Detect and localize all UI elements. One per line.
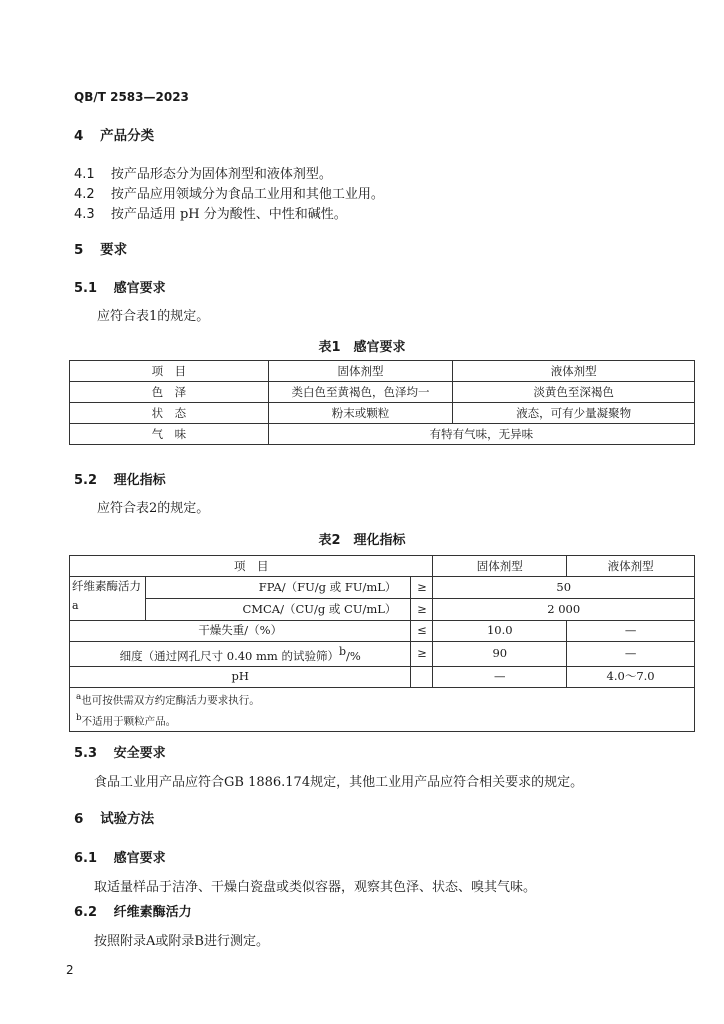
clause-number: 5.2 <box>74 473 98 488</box>
table-row <box>70 403 695 424</box>
section-5-heading <box>74 238 127 258</box>
clause-5-1-text: 应符合表1的规定。 <box>97 309 210 324</box>
table-row <box>70 641 695 666</box>
clause-text: 按产品应用领域分为食品工业用和其他工业用。 <box>110 187 384 202</box>
header-cell: 液体剂型 <box>453 361 695 382</box>
table-notes-row <box>70 687 695 731</box>
param-cell <box>70 641 411 666</box>
table-row <box>70 666 695 687</box>
param-cell: FPA/（FU/g 或 FU/mL） <box>145 577 411 599</box>
clause-5-3-heading <box>74 742 166 761</box>
header-cell: 液体剂型 <box>567 556 695 577</box>
table2-caption: 表2 理化指标 <box>318 533 406 548</box>
clause-number: 4.3 <box>74 207 95 222</box>
group-label: 纤维素酶活力 <box>72 579 141 593</box>
clause-5-2-heading <box>74 469 166 488</box>
clause-title: 理化指标 <box>113 473 166 488</box>
solid-cell: 10.0 <box>433 620 567 641</box>
solid-cell: 类白色至黄褐色，色泽均一 <box>268 382 453 403</box>
table-row <box>70 382 695 403</box>
param-cell: pH <box>70 666 411 687</box>
merged-cell: 2 000 <box>433 598 695 620</box>
table-note: $^b$不适用于颗粒产品。 <box>76 713 177 728</box>
clause-5-2-text: 应符合表2的规定。 <box>97 501 210 516</box>
clause-text: 按产品形态分为固体剂型和液体剂型。 <box>110 167 332 182</box>
notes-cell <box>70 687 695 731</box>
solid-cell: 粉末或颗粒 <box>268 403 453 424</box>
clause-number: 5.3 <box>74 746 98 761</box>
section-4-heading <box>74 124 154 144</box>
table-row <box>70 577 695 599</box>
header-cell: 固体剂型 <box>268 361 453 382</box>
clause-text: 按产品适用 pH 分为酸性、中性和碱性。 <box>110 207 347 222</box>
table-row <box>70 620 695 641</box>
operator-cell: ≥ <box>411 577 433 599</box>
clause-6-1-text: 取适量样品于洁净、干燥白瓷盘或类似容器，观察其色泽、状态、嗅其气味。 <box>94 880 537 895</box>
param-cell: 干燥失重/（%） <box>70 620 411 641</box>
section-number: 6 <box>74 811 84 827</box>
clause-4-2 <box>74 183 384 202</box>
section-6-heading <box>74 807 154 827</box>
section-title: 要求 <box>100 242 128 258</box>
table1 <box>69 360 695 445</box>
clause-title: 感官要求 <box>113 851 166 866</box>
clause-6-1-heading <box>74 847 166 866</box>
clause-title: 感官要求 <box>113 281 166 296</box>
section-number: 4 <box>74 128 84 144</box>
liquid-cell: 4.0～7.0 <box>567 666 695 687</box>
item-cell: 状 态 <box>70 403 269 424</box>
table-header-row <box>70 361 695 382</box>
item-cell: 色 泽 <box>70 382 269 403</box>
clause-6-2-text: 按照附录A或附录B进行测定。 <box>94 934 269 949</box>
item-cell: 气 味 <box>70 424 269 445</box>
liquid-cell: — <box>567 641 695 666</box>
liquid-cell: — <box>567 620 695 641</box>
header-cell: 项 目 <box>70 361 269 382</box>
operator-cell: ≤ <box>411 620 433 641</box>
clause-6-2-heading <box>74 901 192 920</box>
table1-caption: 表1 感官要求 <box>318 340 406 355</box>
clause-number: 4.1 <box>74 167 95 182</box>
merged-cell: 50 <box>433 577 695 599</box>
section-title: 产品分类 <box>100 128 155 144</box>
liquid-cell: 液态，可有少量凝聚物 <box>453 403 695 424</box>
param-unit: /% <box>346 648 361 663</box>
param-name: 细度（通过网孔尺寸 0.40 mm 的试验筛） <box>119 648 339 663</box>
header-cell: 项 目 <box>70 556 433 577</box>
clause-number: 6.2 <box>74 905 98 920</box>
clause-title: 安全要求 <box>113 746 166 761</box>
operator-cell: ≥ <box>411 641 433 666</box>
clause-number: 5.1 <box>74 281 98 296</box>
operator-cell <box>411 666 433 687</box>
group-label-cell <box>70 577 146 621</box>
clause-title: 纤维素酶活力 <box>113 905 192 920</box>
header-cell: 固体剂型 <box>433 556 567 577</box>
clause-5-1-heading <box>74 277 166 296</box>
param-cell: CMCA/（CU/g 或 CU/mL） <box>145 598 411 620</box>
merged-cell: 有特有气味，无异味 <box>268 424 694 445</box>
table-header-row <box>70 556 695 577</box>
clause-4-3 <box>74 203 347 222</box>
clause-5-3-text: 食品工业用产品应符合GB 1886.174规定，其他工业用产品应符合相关要求的规定。 <box>94 775 584 790</box>
clause-number: 4.2 <box>74 187 95 202</box>
table-note: $^a$也可按供需双方约定酶活力要求执行。 <box>76 691 260 707</box>
solid-cell: 90 <box>433 641 567 666</box>
section-number: 5 <box>74 242 84 258</box>
footnote-marker: b <box>338 644 347 658</box>
table2 <box>69 555 695 732</box>
table-row <box>70 424 695 445</box>
footnote-marker: a <box>72 599 79 612</box>
page-number: 2 <box>66 963 74 977</box>
section-title: 试验方法 <box>100 811 155 827</box>
clause-4-1 <box>74 163 332 182</box>
table-row <box>70 598 695 620</box>
clause-number: 6.1 <box>74 851 98 866</box>
document-code: QB/T 2583—2023 <box>74 90 189 104</box>
liquid-cell: 淡黄色至深褐色 <box>453 382 695 403</box>
operator-cell: ≥ <box>411 598 433 620</box>
solid-cell: — <box>433 666 567 687</box>
